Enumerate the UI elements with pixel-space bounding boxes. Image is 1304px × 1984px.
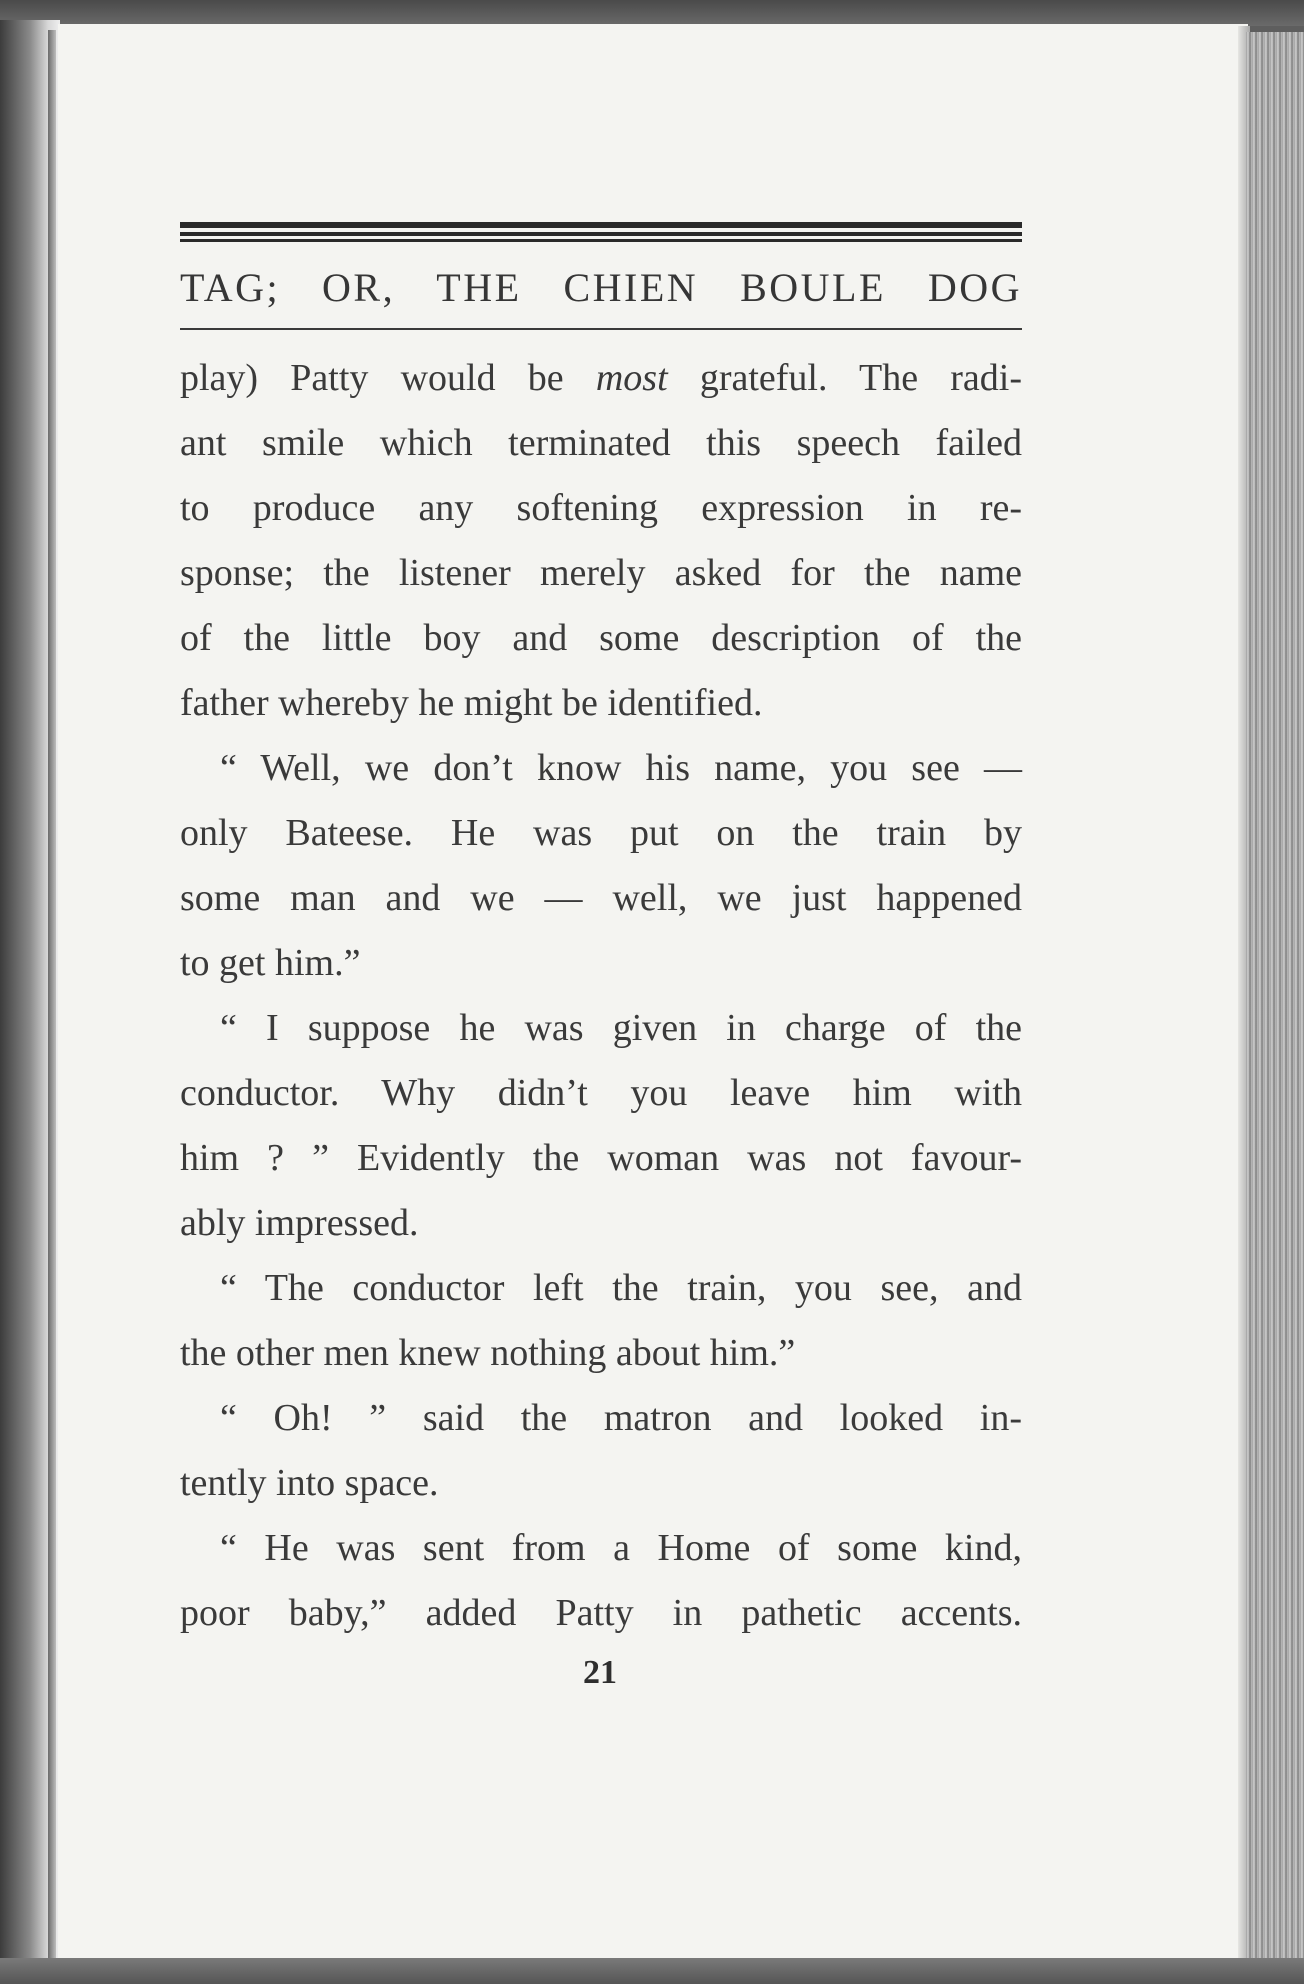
header-rule-thick bbox=[180, 222, 1022, 228]
header-underline bbox=[180, 328, 1022, 330]
text-line: ant smile which terminated this speech failed bbox=[180, 422, 1022, 464]
text-line: tently into space. bbox=[180, 1462, 439, 1504]
text-line: “ Oh! ” said the matron and looked in- bbox=[220, 1397, 1022, 1439]
text-line: sponse; the listener merely asked for the name bbox=[180, 552, 1022, 594]
scan-top-border bbox=[0, 0, 1304, 26]
book-gutter-line bbox=[48, 30, 56, 1960]
text-line: “ I suppose he was given in charge of the bbox=[220, 1007, 1022, 1049]
text-line: to get him.” bbox=[180, 942, 361, 984]
body-text bbox=[180, 346, 1022, 1646]
emphasis-word: most bbox=[595, 357, 668, 399]
text-line: the other men knew nothing about him.” bbox=[180, 1332, 796, 1374]
text-line: only Bateese. He was put on the train by bbox=[180, 812, 1022, 854]
text-line: “ He was sent from a Home of some kind, bbox=[220, 1527, 1022, 1569]
text-line: of the little boy and some description of the bbox=[180, 617, 1022, 659]
scan-bottom-border bbox=[0, 1958, 1304, 1984]
page-block-edges bbox=[1246, 32, 1304, 1962]
text-line: “ The conductor left the train, you see, and bbox=[220, 1267, 1022, 1309]
text-line: poor baby,” added Patty in pathetic accents. bbox=[180, 1592, 1022, 1634]
text-line: “ Well, we don’t know his name, you see — bbox=[220, 747, 1022, 789]
text-line: conductor. Why didn’t you leave him with bbox=[180, 1072, 1022, 1114]
text-line: father whereby he might be identified. bbox=[180, 682, 763, 724]
text-line: him ? ” Evidently the woman was not favour- bbox=[180, 1137, 1022, 1179]
text-line: play) Patty would be most grateful. The radi- bbox=[180, 357, 1023, 399]
header-rule-middle bbox=[180, 232, 1022, 236]
text-line: some man and we — well, we just happened bbox=[180, 877, 1022, 919]
text-line: to produce any softening expression in re- bbox=[180, 487, 1022, 529]
header-rule-thin bbox=[180, 239, 1022, 242]
text-line: ably impressed. bbox=[180, 1202, 419, 1244]
page-number: 21 bbox=[583, 1654, 617, 1691]
running-title: TAG; OR, THE CHIEN BOULE DOG bbox=[180, 265, 1022, 310]
